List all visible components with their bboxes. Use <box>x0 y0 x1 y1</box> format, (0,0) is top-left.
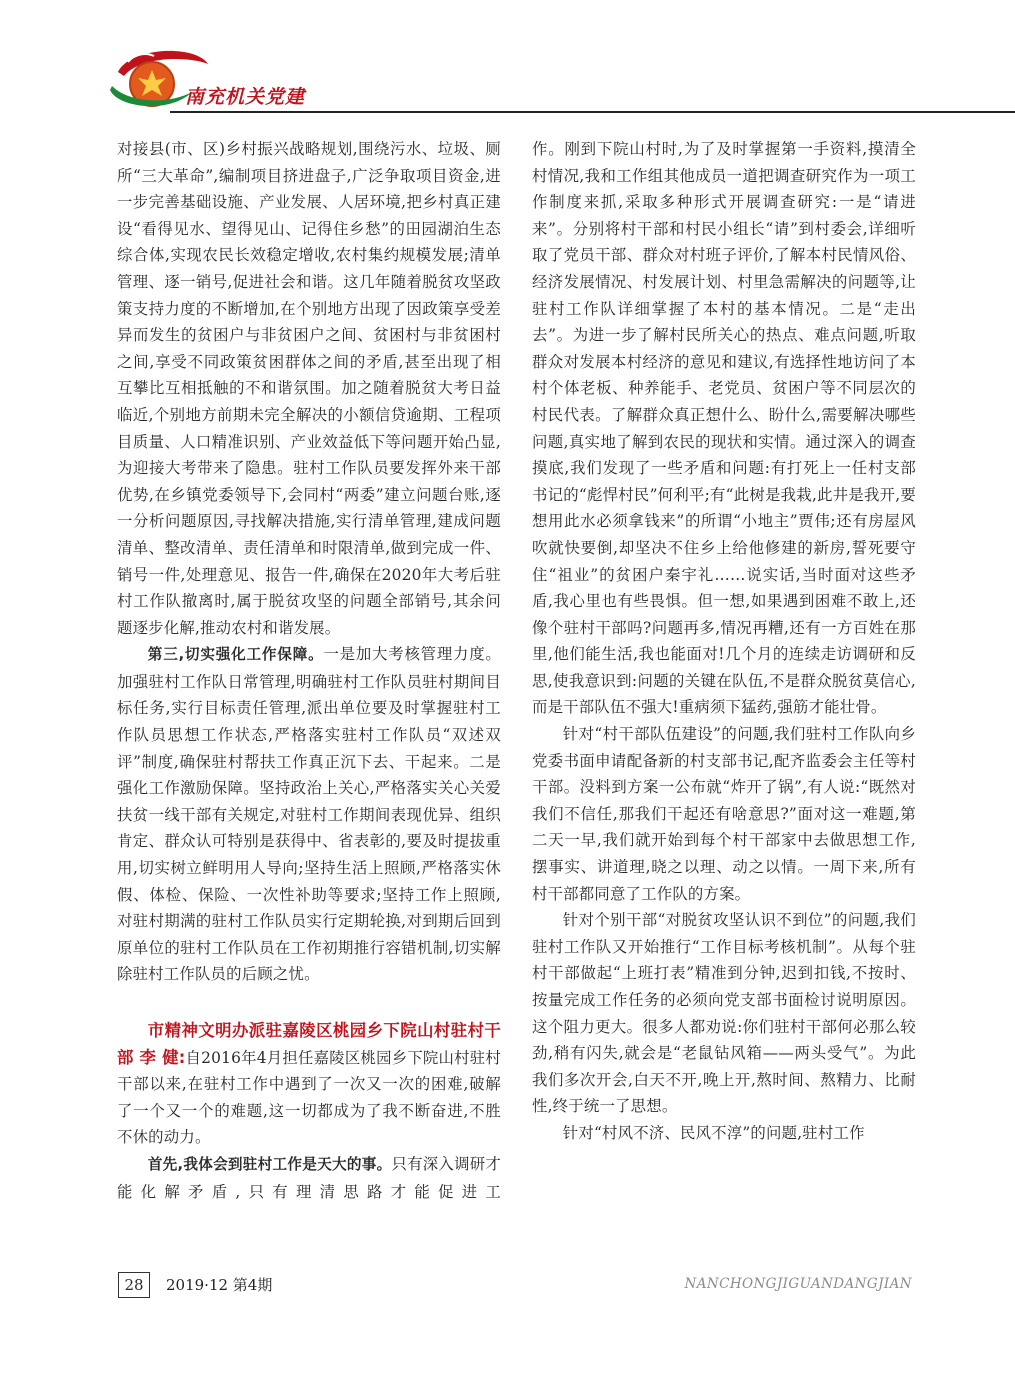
masthead-title: 南充机关党建 <box>185 86 306 108</box>
paragraph-third-point <box>117 641 501 988</box>
paragraph-first-point <box>117 1151 501 1205</box>
paragraph-text: 只有深入调研才能化解矛盾,只有理清思路才能促进工 <box>117 1154 501 1201</box>
bold-lead: 首先,我体会到驻村工作是天大的事。 <box>147 1155 392 1173</box>
right-column <box>532 136 916 1147</box>
paragraph: 针对“村干部队伍建设”的问题,我们驻村工作队向乡党委书面申请配备新的村支部书记,配齐监委会主任等村干部。没料到方案一公布就“炸开了锅”,有人说:“既然对我们不信任,那我们干起还有啥意思?”面对这一难题,第二天一早,我们就开始到每个村干部家中去做思想工作,摆事实、讲道理,晓之以理、动之以情。一周下来,所有村干部都同意了工作队的方案。 <box>532 725 916 903</box>
paragraph: 对接县(市、区)乡村振兴战略规划,围绕污水、垃圾、厕所“三大革命”,编制项目挤进盘子,广泛争取项目资金,进一步完善基础设施、产业发展、人居环境,把乡村真正建设“看得见水、望得见山、记得住乡愁”的田园湖泊生态综合体,实现农民长效稳定增收,农村集约规模发展;清单管理、逐一销号,促进社会和谐。这几年随着脱贫攻坚政策支持力度的不断增加,在个别地方出现了因政策享受差异而发生的贫困户与非贫困户之间、贫困村与非贫困村之间,享受不同政策贫困群体之间的矛盾,甚至出现了相互攀比互相抵触的不和谐氛围。加之随着脱贫大考日益临近,个别地方前期未完全解决的小额信贷逾期、工程项目质量、人口精准识别、产业效益低下等问题开始凸显,为迎接大考带来了隐患。驻村工作队员要发挥外来干部优势,在乡镇党委领导下,会同村“两委”建立问题台账,逐一分析问题原因,寻找解决措施,实行清单管理,建成问题清单、整改清单、责任清单和时限清单,做到完成一件、销号一件,处理意见、报告一件,确保在2020年大考后驻村工作队撤离时,属于脱贫攻坚的问题全部销号,其余问题逐步化解,推动农村和谐发展。 <box>117 140 501 637</box>
footer-brand: NANCHONGJIGUANDANGJIAN <box>684 1276 912 1292</box>
paragraph: 作。刚到下院山村时,为了及时掌握第一手资料,摸清全村情况,我和工作组其他成员一道把调查研究作为一项工作制度来抓,采取多种形式开展调查研究:一是“请进来”。分别将村干部和村民小组长“请”到村委会,详细听取了党员干部、群众对村班子评价,了解本村民情风俗、经济发展情况、村发展计划、村里急需解决的问题等,让驻村工作队详细掌握了本村的基本情况。二是“走出去”。为进一步了解村民所关心的热点、难点问题,听取群众对发展本村经济的意见和建议,有选择性地访问了本村个体老板、种养能手、老党员、贫困户等不同层次的村民代表。了解群众真正想什么、盼什么,需要解决哪些问题,真实地了解到农民的现状和实情。通过深入的调查摸底,我们发现了一些矛盾和问题:有打死上一任村支部书记的“彪悍村民”何利平;有“此树是我栽,此井是我开,要想用此水必须拿钱来”的所谓“小地主”贾伟;还有房屋风吹就快要倒,却坚决不住乡上给他修建的新房,誓死要守住“祖业”的贫困户秦宇礼……说实话,当时面对这些矛盾,我心里也有些畏惧。但一想,如果遇到困难不敢上,还像个驻村干部吗?问题再多,情况再糟,还有一方百姓在那里,他们能生活,我也能面对!几个月的连续走访调研和反思,使我意识到:问题的关键在队伍,不是群众脱贫莫信心,而是干部队伍不强大!重病须下猛药,强筋才能壮骨。 <box>532 140 916 717</box>
left-column <box>117 136 501 1205</box>
author-paragraph <box>117 1018 501 1151</box>
page-footer <box>0 1268 1015 1308</box>
author-heading: 市精神文明办派驻嘉陵区桃园乡下院山村驻村干部 李 健: <box>117 1021 501 1067</box>
bold-lead: 第三,切实强化工作保障。 <box>147 646 324 664</box>
paragraph: 针对个别干部“对脱贫攻坚认识不到位”的问题,我们驻村工作队又开始推行“工作目标考核机制”。从每个驻村干部做起“上班打表”精准到分钟,迟到扣钱,不按时、按量完成工作任务的必须向党支部书面检讨说明原因。这个阻力更大。很多人都劝说:你们驻村干部何必那么较劲,稍有闪失,就会是“老鼠钻风箱——两头受气”。为此我们多次开会,白天不开,晚上开,熬时间、熬精力、比耐性,终于统一了思想。 <box>532 911 916 1116</box>
page-header <box>0 0 1015 120</box>
paragraph: 针对“村风不济、民风不淳”的问题,驻村工作 <box>562 1123 865 1142</box>
paragraph-text: 自2016年4月担任嘉陵区桃园乡下院山村驻村干部以来,在驻村工作中遇到了一次又一次的困难,破解了一个又一个的难题,这一切都成为了我不断奋进,不胜不休的动力。 <box>117 1048 501 1147</box>
page-number: 28 <box>118 1272 150 1298</box>
paragraph-text: 一是加大考核管理力度。加强驻村工作队日常管理,明确驻村工作队员驻村期间目标任务,实行目标责任管理,派出单位要及时掌握驻村工作队员思想工作状态,严格落实驻村工作队员“双述双评”制度,确保驻村帮扶工作真正沉下去、干起来。二是强化工作激励保障。坚持政治上关心,严格落实关心关爱扶贫一线干部有关规定,对驻村工作期间表现优异、组织肯定、群众认可特别是获得中、省表彰的,要及时提拔重用,切实树立鲜明用人导向;坚持生活上照顾,严格落实休假、体检、保险、一次性补助等要求;坚持工作上照顾,对驻村期满的驻村工作队员实行定期轮换,对到期后回到原单位的驻村工作队员在工作初期推行容错机制,切实解除驻村工作队员的后顾之忧。 <box>117 645 501 984</box>
issue-label: 2019·12 第4期 <box>166 1276 273 1294</box>
header-divider <box>170 111 1015 113</box>
section-gap <box>117 988 501 1018</box>
